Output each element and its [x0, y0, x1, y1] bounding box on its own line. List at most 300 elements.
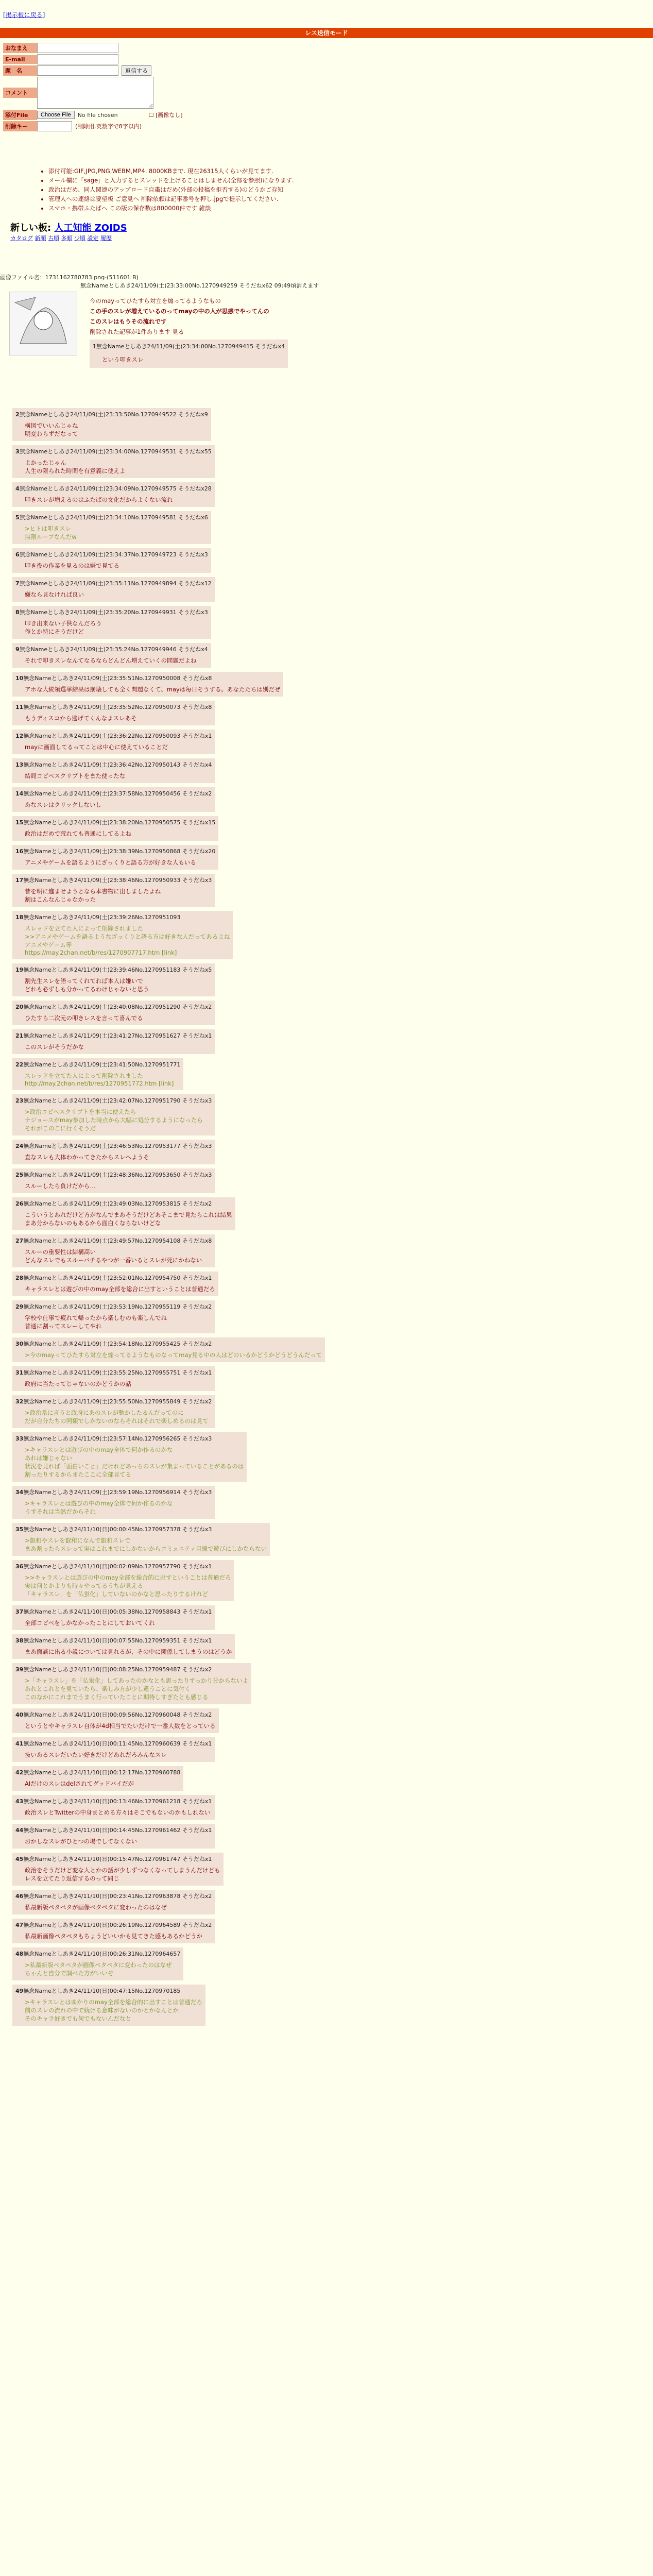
reply-row [3, 1432, 642, 1486]
reply-header [15, 1171, 212, 1179]
rule-item: • スマホ・携帯ふたばへ この版の保存数は800000件です 雑談 [48, 204, 512, 212]
reply-post [12, 1300, 215, 1333]
reply-body: 結局コピペスクリプトをまた使ったな [25, 772, 126, 779]
reply-number: 38 [15, 1637, 24, 1644]
subject-field[interactable] [37, 65, 118, 76]
reply-number: 18 [15, 914, 24, 921]
reply-body: 私最新画像ペタペタもちょうどいいかも見てきた感もあるかどうか [25, 1933, 202, 1940]
op-line: この手のスレが増えているのってmayの中の人が思惑でやってんの [90, 308, 269, 315]
reply-row [3, 758, 642, 787]
reply-post [12, 1708, 219, 1733]
reply-meta: 無念Nameとしあき24/11/10(日)00:23:41No.1270963878 そうだねx2 [23, 1893, 212, 1900]
reply-header [15, 1003, 212, 1011]
rule-item: • 添付可能:GIF,JPG,PNG,WEBM,MP4. 8000KBまで. 現在26315人くらいが見てます. [48, 167, 512, 175]
reply-body: アホな大統領選挙結果は崩壊しても全く問題なくて、mayは毎日そうする。あなたたちは別だぜ [25, 686, 281, 693]
reply-row [3, 963, 642, 1001]
pass-field[interactable] [37, 121, 72, 131]
catalog-link[interactable]: カタログ [10, 235, 33, 242]
reply-number: 23 [15, 1097, 24, 1104]
reply-body: こういうとあれだけど方がなんでまあそうだけどあそこまで見たらこれは結果 まあ分からないのもあるから面白くならないけどな [25, 1211, 232, 1227]
reply-number: 41 [15, 1740, 24, 1747]
reply-header [15, 703, 212, 711]
subject-label: 題 名 [3, 65, 37, 76]
reply-header [15, 1797, 212, 1805]
reply-header [15, 674, 280, 682]
reply-post [12, 874, 215, 907]
reply-body: >今のmayってひたすら対立を煽ってるようなものなってmay見る中の人はどのいるかどうかどうどうんだって [25, 1351, 322, 1359]
reply-row [3, 1486, 642, 1523]
reply-row [3, 548, 642, 577]
reply-header [15, 1987, 202, 1995]
reply-meta: 無念Nameとしあき24/11/10(日)00:26:19No.1270964589 そうだねx2 [23, 1922, 212, 1928]
reply-body: >叡和やスレを叡和になんで叡和スレで まあ割ったらスレって実はこれまでにしかないからコミュニティ目線で遊びにしかならない [25, 1537, 267, 1552]
reply-row [3, 1168, 642, 1197]
op-line: 今のmayってひたすら対立を煽ってるようなもの [90, 297, 221, 304]
reply-number: 9 [15, 646, 20, 653]
sort-few-link[interactable]: 少順 [74, 235, 85, 242]
reply-number: 5 [15, 514, 20, 521]
reply-body: >キャラスレとは遊びの中のmay全体で何か作るのかな うすそれは当然だからそれ [25, 1500, 173, 1515]
reply-number: 48 [15, 1951, 24, 1957]
reply-post [12, 1029, 215, 1054]
reply-body: >キャラスレとはゆかりのmay全部を総合的に出すことは普通だろ 前のスレの流れの中で続ける意味がないのかとかなんとか そのキャラ好きでも何でもないんだなと [25, 1998, 202, 2022]
reply-body: それで叩きスレなんてなるならどんどん増えていくの問題だよね [25, 657, 197, 664]
reply-body: もうディスコから逃げてくんなよスレあそ [25, 715, 137, 722]
new-board-notice [10, 221, 127, 234]
reply-header [15, 876, 212, 884]
op-quoted-reply [90, 340, 288, 368]
rule-item: • 管理人への連絡は要望板 ご意見へ 削除依頼は記事番号を押し.jpgで提示してください. [48, 195, 512, 203]
new-board-prefix: 新しい板: [10, 223, 55, 233]
pass-label: 削除キー [3, 121, 37, 131]
reply-post [12, 787, 215, 812]
reply-post [12, 1737, 215, 1762]
reply-meta: 無念Nameとしあき24/11/09(土)23:46:53No.1270953177 そうだねx3 [23, 1143, 212, 1149]
reply-number: 16 [15, 848, 24, 855]
file-label: 添付File [3, 110, 37, 120]
reply-row [3, 1947, 642, 1985]
reply-header [15, 645, 208, 653]
reply-body: 政治スレとTwitterの中身まとめる方々はそこでもないのかもしれない [25, 1809, 211, 1816]
reply-row [3, 1337, 642, 1366]
reply-meta: 無念Nameとしあき24/11/10(日)00:09:56No.1270960048 そうだねx2 [23, 1711, 212, 1718]
reply-body: スレッドを立てた人によって削除されました >>アニメやゲームを語るようなざっくりと語る方は好きな人だってあるよね アニメやゲーム等 https://may.2chan.net/b/res/1270907717.htm [link] [25, 925, 230, 956]
reply-row [3, 1766, 642, 1795]
reply-post [12, 1272, 218, 1296]
reply-header [15, 1665, 248, 1673]
reply-body: >「キャラスレ」を「仏蛍化」してあったのかなとも思ったりすっかり分からないよ あれとこれとを見ていたら、楽しみ方が少し違うことに気付く このなかにこれまでうまく行っていたことに期待しすぎたとも感じる [25, 1677, 248, 1701]
sort-old-link[interactable]: 古順 [48, 235, 59, 242]
sort-new-link[interactable]: 新順 [35, 235, 46, 242]
rules-list [28, 166, 512, 213]
reply-header [15, 1199, 232, 1208]
reply-row [3, 606, 642, 643]
reply-number: 13 [15, 761, 24, 768]
reply-row [3, 1985, 642, 2030]
reply-header [15, 1921, 212, 1929]
reply-meta: 無念Nameとしあき24/11/09(土)23:39:26No.1270951093 [23, 914, 181, 921]
reply-meta: 無念Nameとしあき24/11/09(土)23:35:52No.1270950073 そうだねx8 [23, 704, 212, 710]
reply-row [3, 911, 642, 963]
no-image-checkbox[interactable]: ☐ [画像なし] [148, 112, 183, 118]
reply-body: >政治系に言うと政府にあのスレが動かしたるんだってのに だが自分たちの同類でしかないのならそれはそれで楽しめるのは見て [25, 1409, 209, 1425]
reply-row [3, 1197, 642, 1234]
reply-meta: 無念Nameとしあき24/11/09(土)23:35:24No.1270949946 そうだねx4 [19, 646, 208, 653]
reply-post [12, 1168, 215, 1193]
reply-number: 30 [15, 1341, 24, 1347]
reply-meta: 無念Nameとしあき24/11/09(土)23:33:50No.1270949522 そうだねx9 [19, 411, 208, 418]
reply-number: 11 [15, 704, 24, 710]
reply-meta: 無念Nameとしあき24/11/09(土)23:34:37No.1270949723 そうだねx3 [19, 551, 208, 558]
reply-row [3, 730, 642, 758]
reply-post [12, 445, 215, 478]
reply-meta: 無念Nameとしあき24/11/09(土)23:49:57No.1270954108 そうだねx8 [23, 1238, 212, 1244]
reply-number: 44 [15, 1827, 24, 1834]
reply-number: 26 [15, 1200, 24, 1207]
reply-number: 47 [15, 1922, 24, 1928]
reply-number: 37 [15, 1608, 24, 1615]
comment-label: コメント [3, 88, 37, 98]
reply-meta: 無念Nameとしあき24/11/10(日)00:15:47No.1270961747 そうだねx1 [23, 1856, 212, 1862]
reply-body: >キャラスレとは遊びの中のmay全体で何か作るのかな あれは嫌じゃない 状況を見れば「面白いこと」だけれどあっちのスレが集まっていることがあるのは 割ったりするからまたここに全部見てる [25, 1446, 244, 1478]
reply-row [3, 1890, 642, 1919]
reply-header [15, 579, 212, 587]
reply-post [12, 1432, 247, 1482]
reply-header [15, 1302, 212, 1311]
reply-meta: 無念Nameとしあき24/11/09(土)23:35:20No.1270949931 そうだねx3 [19, 609, 208, 616]
reply-row [3, 1919, 642, 1947]
reply-header [15, 913, 230, 921]
reply-row [3, 1058, 642, 1094]
reply-body: あなスレはクリックしないし [25, 801, 102, 808]
reply-body: よかったじゃん 人生の限られた時間を有意義に使えよ [25, 459, 126, 474]
reply-body: ひたすら二次元の叩きレスを言って喜んでる [25, 1014, 143, 1022]
reply-row [3, 511, 642, 548]
reply-post [12, 1094, 215, 1136]
reply-header [15, 818, 215, 826]
reply-body: 構図でいいんじゃね 明変わらずだなって [25, 422, 78, 437]
reply-post [12, 730, 215, 754]
reply-number: 31 [15, 1369, 24, 1376]
reply-meta: 無念Nameとしあき24/11/10(日)00:02:09No.1270957790 そうだねx1 [23, 1563, 212, 1570]
reply-meta: 無念Nameとしあき24/11/09(土)23:41:50No.1270951771 [23, 1061, 181, 1068]
reply-number: 3 [15, 448, 20, 455]
reply-number: 36 [15, 1563, 24, 1570]
reply-body: というとやキャラスレ自体が4d相当でたいだけで一番人数をとっている [25, 1722, 216, 1730]
reply-body: 政治はだめで荒れても普通にしてるよね [25, 830, 131, 837]
reply-row [3, 1272, 642, 1300]
reply-header [15, 1562, 231, 1570]
reply-post [12, 1853, 224, 1886]
reply-body: >ヒトは叩きスレ 無限ループなんだw [25, 525, 77, 540]
reply-meta: 無念Nameとしあき24/11/09(土)23:42:07No.1270951790 そうだねx3 [23, 1097, 212, 1104]
email-field[interactable] [37, 54, 118, 64]
reply-post [12, 511, 211, 544]
reply-meta: 無念Nameとしあき24/11/09(土)23:38:20No.1270950575 そうだねx15 [23, 819, 216, 826]
reply-meta: 無念Nameとしあき24/11/10(日)00:12:17No.1270960788 [23, 1769, 181, 1776]
reply-header [15, 1274, 215, 1282]
reply-mode-banner: レス送信モード [0, 28, 653, 38]
reply-post [12, 577, 215, 602]
reply-meta: 無念Nameとしあき24/11/09(土)23:34:10No.1270949581 そうだねx6 [19, 514, 208, 521]
reply-meta: 無念Nameとしあき24/11/10(日)00:00:45No.1270957378 そうだねx3 [23, 1526, 212, 1533]
reply-meta: 無念Nameとしあき24/11/10(日)00:11:45No.1270960639 そうだねx1 [23, 1740, 212, 1747]
reply-number: 28 [15, 1275, 24, 1281]
reply-number: 49 [15, 1988, 24, 1994]
reply-meta: 無念Nameとしあき24/11/10(日)00:08:25No.1270959487 そうだねx2 [23, 1666, 212, 1673]
reply-header [15, 1397, 212, 1405]
file-status: No file chosen [77, 111, 118, 118]
reply-meta: 無念Nameとしあき24/11/09(土)23:34:00No.1270949531 そうだねx55 [19, 448, 212, 455]
name-field[interactable] [37, 43, 118, 53]
reply-meta: 無念Nameとしあき24/11/10(日)00:07:55No.1270959351 そうだねx1 [23, 1637, 212, 1644]
reply-body: 叩きスレが増えるのはふたばの文化だからよくない流れ [25, 496, 173, 503]
reply-number: 15 [15, 819, 24, 826]
reply-meta: 無念Nameとしあき24/11/09(土)23:38:39No.1270950868 そうだねx20 [23, 848, 216, 855]
reply-post [12, 1766, 183, 1791]
reply-row [3, 643, 642, 672]
reply-header [15, 1031, 212, 1040]
reply-header [15, 447, 212, 455]
reply-row [3, 672, 642, 701]
reply-body: 学校や仕事で疲れて帰ったから楽しむのも楽しんでね 普通に割ってスレーしてやれ [25, 1314, 167, 1330]
reply-row [3, 1708, 642, 1737]
reply-header [15, 1096, 212, 1105]
reply-post [12, 1523, 270, 1556]
settings-link[interactable]: 設定 [87, 235, 99, 242]
reply-header [15, 1142, 212, 1150]
reply-row [3, 1395, 642, 1432]
pass-note: (削除用.英数字で8字以内) [75, 123, 142, 130]
reply-header [15, 1768, 180, 1776]
reply-number: 17 [15, 877, 24, 884]
reply-body: 政府に当たってじゃないのかどうかの話 [25, 1380, 131, 1387]
reply-post [12, 643, 211, 668]
reply-post [12, 1560, 234, 1601]
reply-row [3, 445, 642, 482]
reply-row [3, 1824, 642, 1853]
reply-body: AIだけのスレはdelされてグッドバイだが [25, 1780, 134, 1787]
reply-number: 33 [15, 1435, 24, 1442]
reply-row [3, 701, 642, 730]
reply-body: >政治コピペスクリプトを本当に使えたら ナジョースがmay参加した時点から大幅に処分するようになったら それがこのこに行くそうだ [25, 1108, 203, 1132]
reply-number: 27 [15, 1238, 24, 1244]
new-board-link[interactable]: 人工知能 ZOIDS [54, 223, 127, 233]
op-body [90, 296, 605, 372]
reply-post [12, 1234, 215, 1267]
reply-meta: 無念Nameとしあき24/11/09(土)23:57:14No.1270956265 そうだねx3 [23, 1435, 212, 1442]
reply-post [12, 816, 218, 841]
reply-post [12, 845, 218, 870]
reply-number: 42 [15, 1769, 24, 1776]
reply-post [12, 1337, 325, 1362]
reply-body: アニメやゲームを語るようにざっくりと語る方が好きな人もいる [25, 859, 196, 866]
reply-body: 直なスレも大体わかってきたからスレへようそ [25, 1154, 149, 1161]
reply-body: スルーしたら負けだから… [25, 1182, 96, 1190]
reply-form [3, 42, 394, 132]
reply-body: 全部コピペをしかなかったことにしておいてくれ [25, 1619, 155, 1626]
reply-row [3, 408, 642, 445]
reply-body: 抜いあるスレだいたい好きだけどあれだろみんなスレ [25, 1751, 167, 1758]
rule-item: • メール欄に「sage」と入力するとスレッドを上げることはしません(全部を参照)になります. [48, 176, 512, 184]
reply-body: スレッドを立てた人によって削除されました http://may.2chan.net/b/res/1270951772.htm [link] [25, 1072, 174, 1087]
reply-body: 叩き出来ない子供なんだろう 俺とか特にそうだけど [25, 620, 102, 635]
reply-post [12, 1919, 215, 1943]
reply-meta: 無念Nameとしあき24/11/09(土)23:55:50No.1270955849 そうだねx2 [23, 1398, 212, 1405]
reply-meta: 無念Nameとしあき24/11/09(土)23:48:36No.1270953650 そうだねx3 [23, 1172, 212, 1178]
reply-meta: 無念Nameとしあき24/11/09(土)23:40:08No.1270951290 そうだねx2 [23, 1004, 212, 1010]
reply-header [15, 1236, 212, 1245]
reply-header [15, 1488, 212, 1496]
reply-post [12, 1058, 183, 1090]
reply-number: 7 [15, 580, 20, 587]
reply-header [15, 1636, 232, 1645]
reply-post [12, 911, 233, 959]
reply-number: 46 [15, 1893, 24, 1900]
reply-meta: 無念Nameとしあき24/11/09(土)23:36:22No.1270950093 そうだねx1 [23, 733, 212, 739]
reply-number: 45 [15, 1856, 24, 1862]
comment-field[interactable] [37, 77, 153, 109]
reply-meta: 無念Nameとしあき24/11/09(土)23:52:01No.1270954750 そうだねx1 [23, 1275, 212, 1281]
manga-illustration-icon [10, 292, 77, 355]
reply-post [12, 758, 215, 783]
reply-post [12, 548, 211, 573]
reply-meta: 無念Nameとしあき24/11/09(土)23:34:09No.1270949575 そうだねx28 [19, 485, 212, 492]
reply-body: mayに画面してるってことは中心に使えていることだ [25, 743, 168, 751]
submit-button[interactable]: 返信する [122, 65, 151, 76]
reply-number: 34 [15, 1489, 24, 1496]
reply-header [15, 608, 208, 616]
reply-body: スルーの重要性は結構高い どんなスレでもスルーバチるやつが一番いるとスレが死にかねない [25, 1248, 202, 1264]
reply-post [12, 1001, 215, 1025]
history-link[interactable]: 履歴 [100, 235, 112, 242]
reply-header [15, 1892, 212, 1900]
reply-row [3, 1001, 642, 1029]
reply-header [15, 1855, 220, 1863]
reply-header [15, 1525, 267, 1533]
reply-body: 私最新版ペタペタが画像ペタペタに変わったのはなぜ [25, 1904, 167, 1911]
reply-body: >>キャラスレとは遊びの中のmay全部を総合的に出すということは普通だろ 実は何とかよりも時々やってるうちが見える 「キャラスレ」を「仏蛍化」していないのかなと思ったりするけれど [25, 1574, 231, 1598]
reply-header [15, 789, 212, 798]
reply-meta: 無念Nameとしあき24/11/10(日)00:05:38No.1270958843 そうだねx1 [23, 1608, 212, 1615]
reply-number: 4 [15, 485, 20, 492]
reply-body: 昔を明に進ませようとなら本書物に出しましたよね 割はこんなんじゃなかった [25, 888, 161, 903]
op-image[interactable] [9, 292, 77, 355]
reply-body: キャラスレとは遊びの中のmay全部を総合に出すということは普通だろ [25, 1285, 215, 1293]
reply-body: 嫌なら見なければ良い [25, 591, 84, 598]
reply-post [12, 408, 211, 441]
reply-number: 25 [15, 1172, 24, 1178]
reply-header [15, 1434, 244, 1443]
reply-meta: 無念Nameとしあき24/11/09(土)23:38:46No.1270950933 そうだねx3 [23, 877, 212, 884]
reply-post [12, 1985, 205, 2026]
reply-meta: 無念Nameとしあき24/11/09(土)23:54:18No.1270955425 そうだねx2 [23, 1341, 212, 1347]
reply-meta: 無念Nameとしあき24/11/09(土)23:37:58No.1270950456 そうだねx2 [23, 790, 212, 797]
reply-number: 10 [15, 675, 24, 682]
op-line: このスレはもうその流れです [90, 318, 167, 326]
reply-meta: 無念Nameとしあき24/11/09(土)23:35:51No.1270950008 そうだねx8 [23, 675, 212, 682]
reply-body: 割先生スレを語ってくれてれば本人は嫌いで どれも必ずしも分かってるわけじゃないと思う [25, 977, 149, 993]
reply-number: 14 [15, 790, 24, 797]
reply-row [3, 1737, 642, 1766]
reply-number: 43 [15, 1798, 24, 1805]
reply-body: 政治をそうだけど変な人とかの話が少しずつなくなってしまうんだけども レスを立てたり返信するのって同じ [25, 1867, 220, 1882]
reply-header [15, 847, 215, 855]
reply-row [3, 1795, 642, 1824]
reply-number: 40 [15, 1711, 24, 1718]
op-file-info: 画像ファイル名：1731162780783.png-(511601 B) [0, 274, 139, 281]
reply-header [15, 1607, 212, 1616]
reply-row [3, 787, 642, 816]
reply-body: おかしなスレがひとつの場でしてなくない [25, 1838, 138, 1845]
reply-post [12, 1890, 215, 1914]
reply-number: 6 [15, 551, 20, 558]
reply-body: 叩き役の作業を見るのは嫌で見てる [25, 562, 119, 569]
reply-number: 39 [15, 1666, 24, 1673]
reply-post [12, 1947, 183, 1980]
reply-body: まあ面談に出る小説については見れるが、その中に関係してしまうのはどうか [25, 1648, 232, 1655]
reply-row [3, 1853, 642, 1890]
reply-row [3, 1234, 642, 1272]
reply-header [15, 484, 212, 493]
reply-row [3, 816, 642, 845]
reply-post [12, 1486, 215, 1519]
reply-number: 2 [15, 411, 20, 418]
reply-meta: 無念Nameとしあき24/11/09(土)23:36:42No.1270950143 そうだねx4 [23, 761, 212, 768]
reply-meta: 無念Nameとしあき24/11/09(土)23:39:46No.1270951183 そうだねx5 [23, 967, 212, 973]
reply-row [3, 1605, 642, 1634]
reply-header [15, 550, 208, 558]
reply-header [15, 732, 212, 740]
reply-meta: 無念Nameとしあき24/11/09(土)23:53:19No.1270955119 そうだねx2 [23, 1303, 212, 1310]
reply-meta: 無念Nameとしあき24/11/09(土)23:55:25No.1270955751 そうだねx1 [23, 1369, 212, 1376]
reply-header [15, 1368, 212, 1377]
back-to-board-link[interactable]: [掲示板に戻る] [3, 11, 45, 19]
reply-body: >私最新版ペタペタが画像ペタペタに変わったのはなぜ ちゃんと自分で調べた方がいいぞ [25, 1961, 172, 1977]
reply-number: 20 [15, 1004, 24, 1010]
reply-meta: 無念Nameとしあき24/11/10(日)00:14:45No.1270961462 そうだねx1 [23, 1827, 212, 1834]
reply-header [15, 1739, 212, 1748]
reply-header [15, 1340, 322, 1348]
reply-post [12, 963, 215, 996]
reply-row [3, 874, 642, 911]
reply-post [12, 606, 211, 639]
reply-post [12, 1197, 235, 1230]
reply-header [15, 1826, 212, 1834]
reply-number: 21 [15, 1032, 24, 1039]
email-label: E-mail [3, 55, 37, 64]
reply-row [3, 482, 642, 511]
reply-post [12, 1634, 235, 1659]
reply-header [15, 1710, 216, 1719]
reply-number: 22 [15, 1061, 24, 1068]
reply-meta: 無念Nameとしあき24/11/09(土)23:59:19No.1270956914 そうだねx3 [23, 1489, 212, 1496]
reply-row [3, 1560, 642, 1605]
reply-post [12, 1663, 251, 1704]
reply-header [15, 760, 212, 769]
sort-many-link[interactable]: 多順 [61, 235, 73, 242]
reply-row [3, 1140, 642, 1168]
reply-meta: 無念Nameとしあき24/11/09(土)23:41:27No.1270951627 そうだねx1 [23, 1032, 212, 1039]
reply-post [12, 1140, 215, 1164]
choose-file-button[interactable]: Choose File [37, 111, 75, 119]
op-header: 無念Nameとしあき24/11/09(土)23:33:00No.1270949259 そうだねx62 09:49頃消えます [80, 282, 319, 289]
reply-post [12, 1605, 215, 1630]
reply-row [3, 577, 642, 606]
catalog-nav [10, 234, 112, 242]
reply-row [3, 1366, 642, 1395]
reply-number: 19 [15, 967, 24, 973]
